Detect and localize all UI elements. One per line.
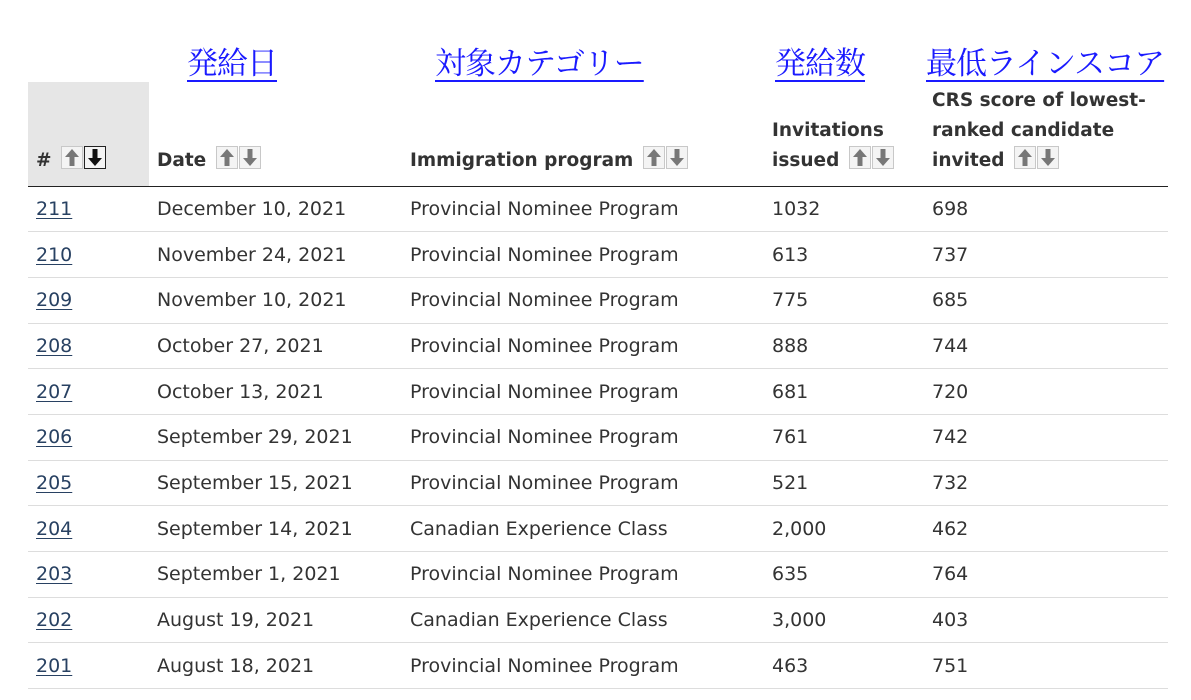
- cell-number: [28, 597, 149, 643]
- sort-ascending-button[interactable]: [1014, 146, 1036, 169]
- header-row: [28, 82, 1168, 186]
- cell-date: September 14, 2021: [149, 506, 402, 552]
- cell-program: Canadian Experience Class: [402, 506, 764, 552]
- cell-date: September 15, 2021: [149, 460, 402, 506]
- cell-invitations: 613: [764, 232, 924, 278]
- rounds-table: [28, 82, 1168, 689]
- cell-invitations: 888: [764, 323, 924, 369]
- cell-date: September 29, 2021: [149, 414, 402, 460]
- arrow-down-icon: [669, 148, 685, 167]
- header-number-label: #: [36, 149, 52, 171]
- cell-number: [28, 506, 149, 552]
- sort-controls-crs: [1014, 146, 1059, 169]
- cell-number: [28, 369, 149, 415]
- table-row: [28, 186, 1168, 232]
- cell-program: Provincial Nominee Program: [402, 552, 764, 598]
- cell-number: [28, 552, 149, 598]
- round-link[interactable]: 203: [36, 563, 73, 586]
- cell-crs: 403: [924, 597, 1168, 643]
- arrow-down-icon: [87, 148, 103, 167]
- cell-crs: 698: [924, 186, 1168, 232]
- cell-date: October 13, 2021: [149, 369, 402, 415]
- cell-date: December 10, 2021: [149, 186, 402, 232]
- sort-controls-invitations: [849, 146, 894, 169]
- table-row: [28, 460, 1168, 506]
- sort-descending-button[interactable]: [239, 146, 261, 169]
- cell-program: Provincial Nominee Program: [402, 323, 764, 369]
- table-row: [28, 232, 1168, 278]
- cell-number: [28, 186, 149, 232]
- cell-number: [28, 414, 149, 460]
- header-program: [402, 82, 764, 186]
- arrow-up-icon: [1017, 148, 1033, 167]
- cell-date: August 19, 2021: [149, 597, 402, 643]
- cell-invitations: 1032: [764, 186, 924, 232]
- table-row: [28, 414, 1168, 460]
- arrow-down-icon: [242, 148, 258, 167]
- round-link[interactable]: 210: [36, 243, 73, 266]
- arrow-up-icon: [646, 148, 662, 167]
- sort-ascending-button[interactable]: [61, 146, 83, 169]
- cell-invitations: 681: [764, 369, 924, 415]
- annotation-crs: 最低ラインスコア: [926, 46, 1165, 82]
- round-link[interactable]: 208: [36, 334, 73, 357]
- cell-crs: 751: [924, 643, 1168, 689]
- arrow-up-icon: [219, 148, 235, 167]
- table-row: [28, 323, 1168, 369]
- header-invitations: [764, 82, 924, 186]
- round-link[interactable]: 207: [36, 380, 73, 403]
- header-crs-line3: invited: [932, 149, 1005, 171]
- round-link[interactable]: 206: [36, 426, 73, 449]
- cell-number: [28, 643, 149, 689]
- arrow-up-icon: [852, 148, 868, 167]
- cell-crs: 742: [924, 414, 1168, 460]
- cell-invitations: 775: [764, 277, 924, 323]
- table-row: [28, 277, 1168, 323]
- cell-date: November 10, 2021: [149, 277, 402, 323]
- header-program-label: Immigration program: [410, 149, 634, 171]
- cell-program: Provincial Nominee Program: [402, 460, 764, 506]
- table-row: [28, 506, 1168, 552]
- cell-date: October 27, 2021: [149, 323, 402, 369]
- annotation-date: 発給日: [187, 46, 277, 82]
- cell-program: Canadian Experience Class: [402, 597, 764, 643]
- cell-invitations: 635: [764, 552, 924, 598]
- table-row: [28, 552, 1168, 598]
- cell-number: [28, 277, 149, 323]
- sort-descending-button[interactable]: [84, 146, 106, 169]
- cell-date: September 1, 2021: [149, 552, 402, 598]
- header-invitations-line1: Invitations: [772, 119, 884, 141]
- header-date: [149, 82, 402, 186]
- sort-controls-number: [61, 146, 106, 169]
- round-link[interactable]: 211: [36, 197, 73, 220]
- sort-ascending-button[interactable]: [849, 146, 871, 169]
- sort-descending-button[interactable]: [1037, 146, 1059, 169]
- cell-invitations: 463: [764, 643, 924, 689]
- cell-program: Provincial Nominee Program: [402, 277, 764, 323]
- annotation-invitations: 発給数: [775, 46, 865, 82]
- cell-crs: 720: [924, 369, 1168, 415]
- header-number: [28, 82, 149, 186]
- header-crs: [924, 82, 1168, 186]
- cell-date: November 24, 2021: [149, 232, 402, 278]
- cell-invitations: 761: [764, 414, 924, 460]
- cell-crs: 462: [924, 506, 1168, 552]
- cell-crs: 737: [924, 232, 1168, 278]
- arrow-down-icon: [1040, 148, 1056, 167]
- cell-invitations: 521: [764, 460, 924, 506]
- sort-descending-button[interactable]: [872, 146, 894, 169]
- sort-ascending-button[interactable]: [643, 146, 665, 169]
- header-date-label: Date: [157, 149, 207, 171]
- arrow-down-icon: [875, 148, 891, 167]
- cell-crs: 732: [924, 460, 1168, 506]
- cell-date: August 18, 2021: [149, 643, 402, 689]
- cell-number: [28, 232, 149, 278]
- arrow-up-icon: [64, 148, 80, 167]
- annotation-program: 対象カテゴリー: [435, 46, 644, 82]
- table-row: [28, 597, 1168, 643]
- cell-crs: 744: [924, 323, 1168, 369]
- japanese-annotations: [0, 0, 1191, 90]
- cell-invitations: 2,000: [764, 506, 924, 552]
- table-body: [28, 186, 1168, 689]
- header-crs-line1: CRS score of lowest-: [932, 89, 1146, 111]
- table-row: [28, 643, 1168, 689]
- sort-controls-date: [216, 146, 261, 169]
- cell-crs: 685: [924, 277, 1168, 323]
- sort-ascending-button[interactable]: [216, 146, 238, 169]
- cell-program: Provincial Nominee Program: [402, 369, 764, 415]
- header-crs-line2: ranked candidate: [932, 119, 1115, 141]
- table-row: [28, 369, 1168, 415]
- cell-invitations: 3,000: [764, 597, 924, 643]
- sort-descending-button[interactable]: [666, 146, 688, 169]
- round-link[interactable]: 204: [36, 517, 73, 540]
- cell-program: Provincial Nominee Program: [402, 186, 764, 232]
- round-link[interactable]: 205: [36, 471, 73, 494]
- cell-program: Provincial Nominee Program: [402, 232, 764, 278]
- round-link[interactable]: 201: [36, 654, 73, 677]
- cell-number: [28, 323, 149, 369]
- cell-number: [28, 460, 149, 506]
- cell-crs: 764: [924, 552, 1168, 598]
- cell-program: Provincial Nominee Program: [402, 643, 764, 689]
- header-invitations-line2: issued: [772, 149, 840, 171]
- round-link[interactable]: 209: [36, 289, 73, 312]
- round-link[interactable]: 202: [36, 609, 73, 632]
- sort-controls-program: [643, 146, 688, 169]
- cell-program: Provincial Nominee Program: [402, 414, 764, 460]
- table-header: [28, 82, 1168, 186]
